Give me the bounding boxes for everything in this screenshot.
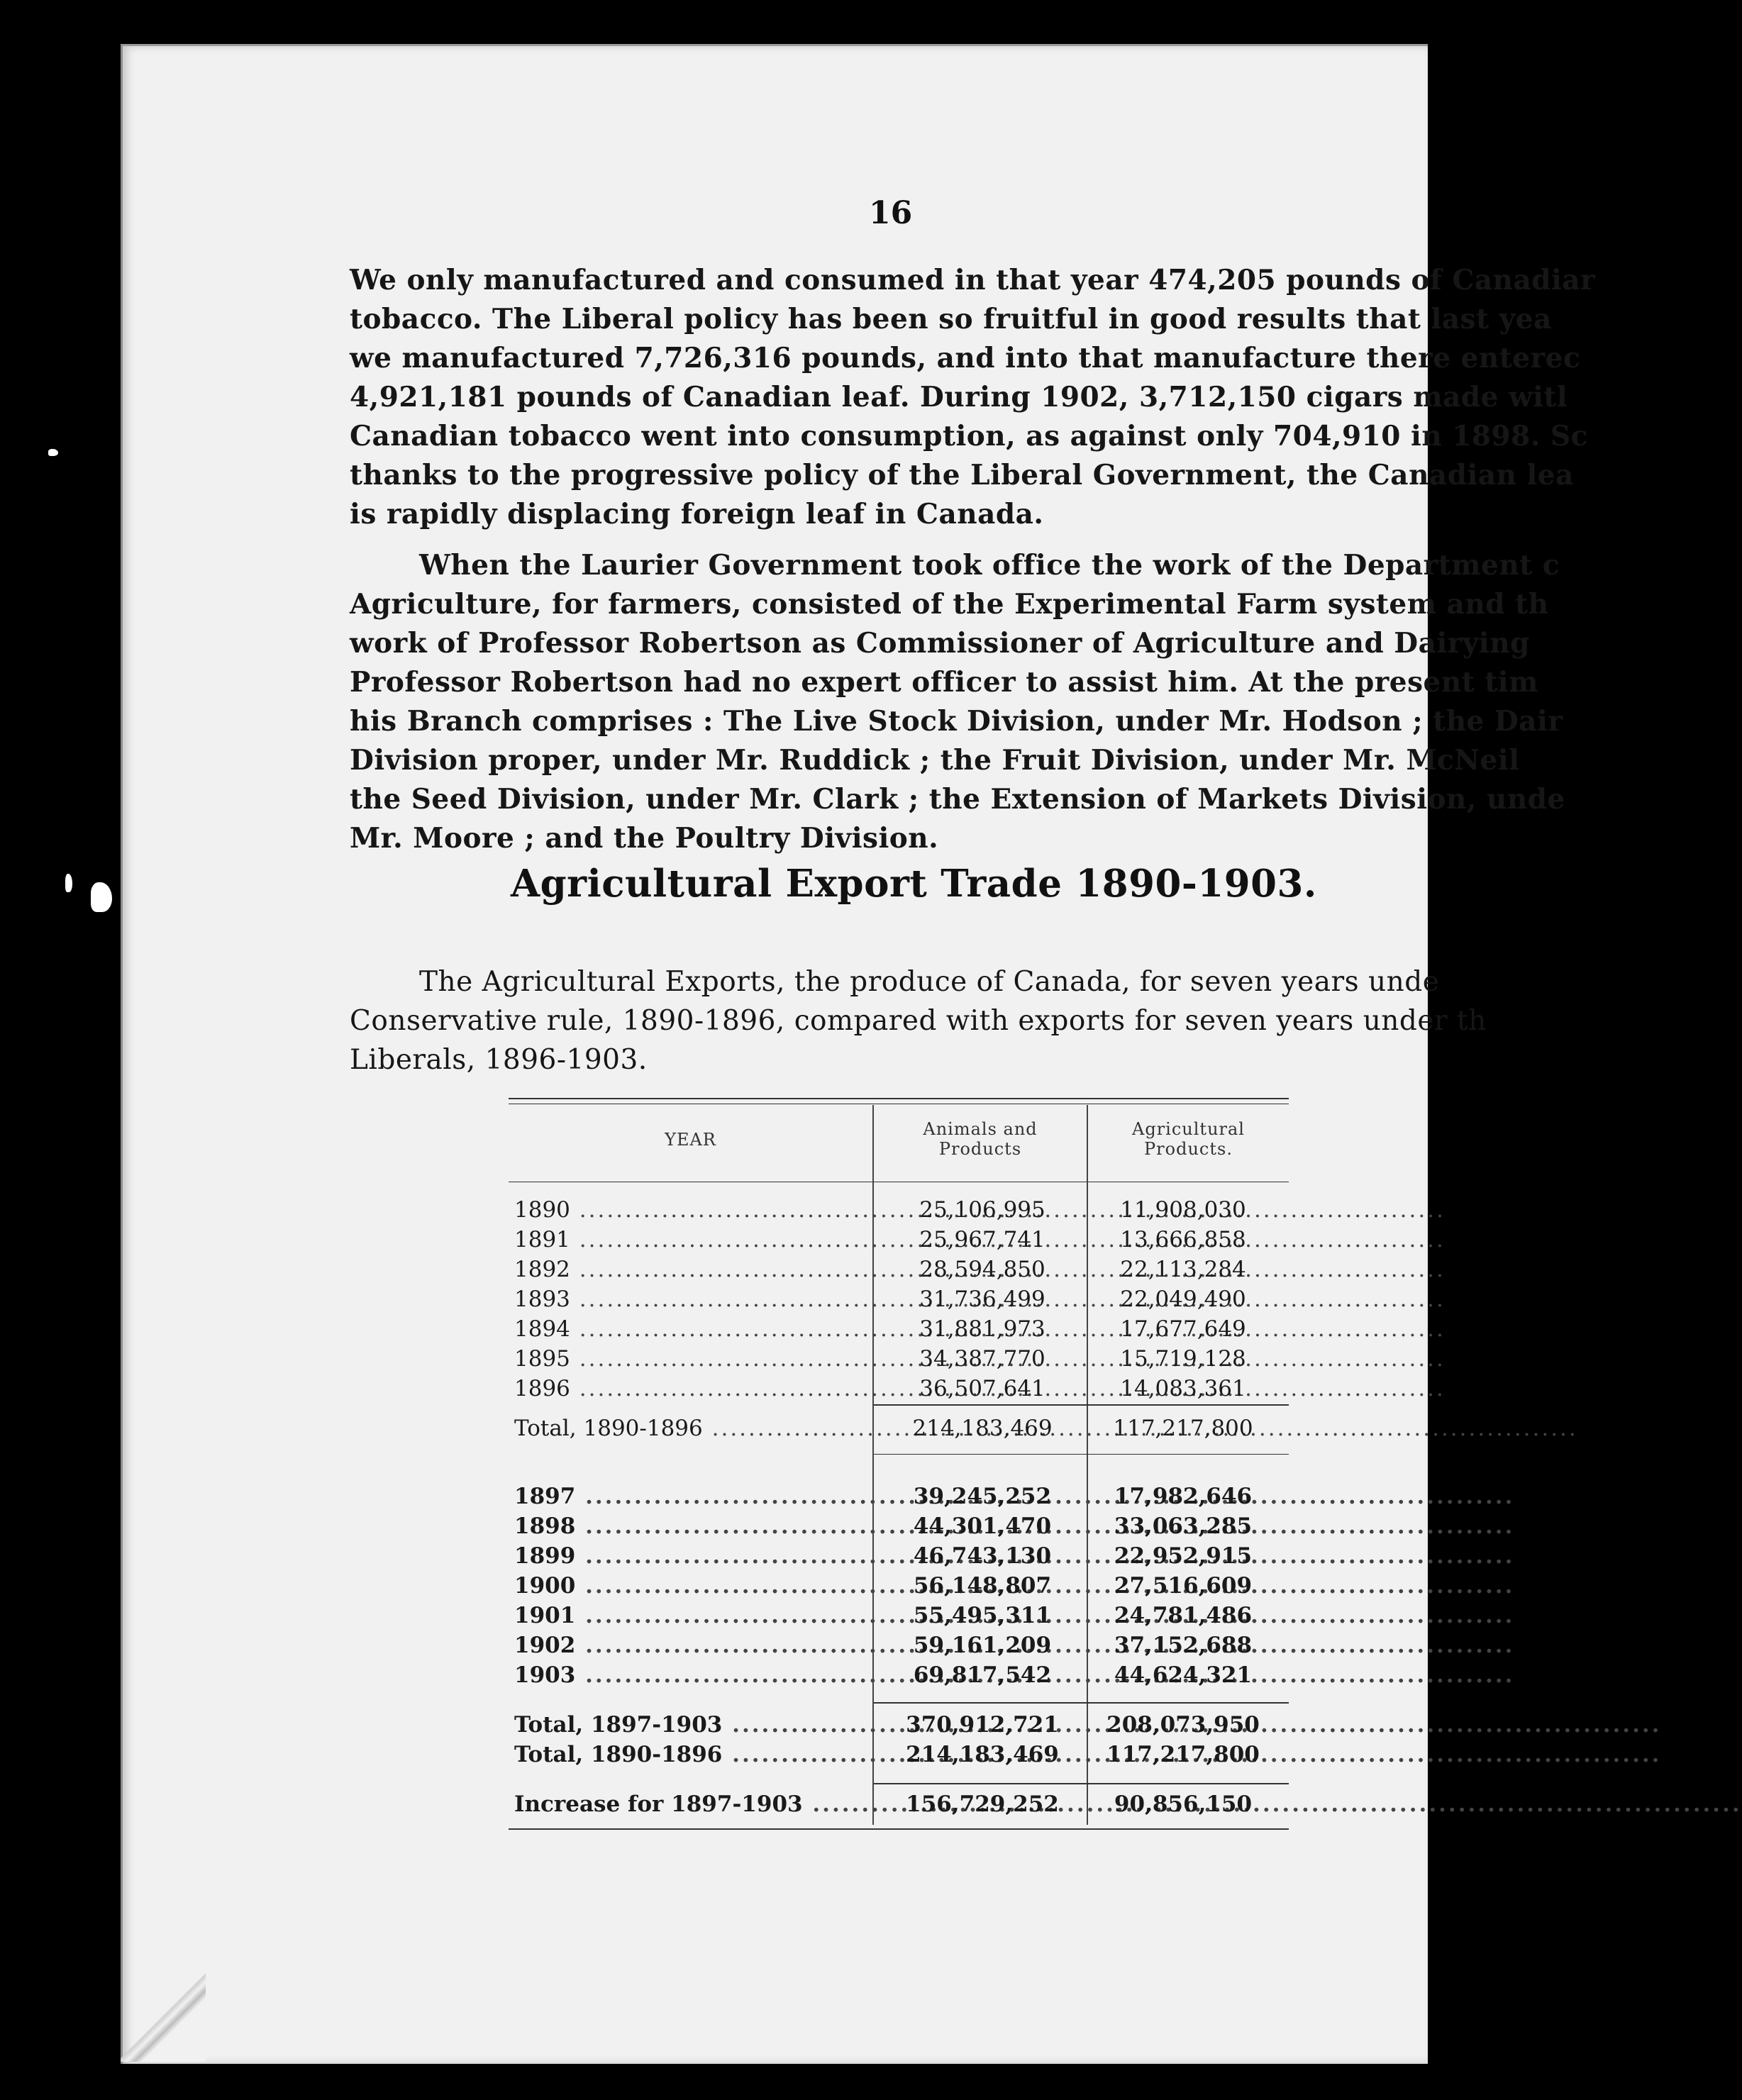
row-animals: 69,817,542 xyxy=(913,1662,1052,1688)
table-row xyxy=(509,1633,1289,1663)
table-row xyxy=(509,1662,1289,1693)
row-year: Total, 1897-1903 ..... xyxy=(514,1712,879,1738)
header-animals-line1: Animals and xyxy=(923,1119,1038,1139)
row-agricultural: 27,516,609 xyxy=(1114,1573,1253,1599)
table-row xyxy=(509,1603,1289,1633)
row-animals: 25,106,995 xyxy=(919,1197,1045,1223)
row-agricultural: 44,624,321 xyxy=(1114,1662,1253,1688)
table-row xyxy=(509,1513,1289,1544)
row-agricultural: 22,113,284 xyxy=(1120,1257,1246,1282)
row-animals: 55,495,311 xyxy=(913,1603,1052,1628)
header-agricultural xyxy=(1088,1119,1289,1159)
row-animals: 46,743,130 xyxy=(913,1543,1052,1569)
row-agricultural: 14,083,361 xyxy=(1120,1376,1246,1401)
export-trade-table xyxy=(509,1098,1289,1835)
scan-speck xyxy=(48,449,58,456)
row-year: 1892 ..... xyxy=(514,1257,879,1282)
table-row xyxy=(509,1376,1289,1406)
paragraph-tobacco xyxy=(350,261,1596,534)
text-line: Agriculture, for farmers, consisted of the Experimental Farm system and th xyxy=(350,588,1549,621)
row-agricultural: 11,908,030 xyxy=(1120,1197,1246,1223)
row-animals: 214,183,469 xyxy=(906,1742,1059,1767)
row-year: 1896 ..... xyxy=(514,1376,879,1401)
row-animals: 56,148,807 xyxy=(913,1573,1052,1599)
row-agricultural: 33,063,285 xyxy=(1114,1513,1253,1539)
row-agricultural: 17,677,649 xyxy=(1120,1316,1246,1342)
paragraph-exports xyxy=(350,962,1487,1079)
subtotal-rule xyxy=(874,1702,1289,1704)
table-row xyxy=(509,1257,1289,1287)
row-animals: 31,881,973 xyxy=(919,1316,1045,1342)
row-animals: 31,736,499 xyxy=(919,1287,1045,1312)
header-year: YEAR xyxy=(665,1130,716,1150)
row-animals: 28,594,850 xyxy=(919,1257,1045,1282)
page-number: 16 xyxy=(869,195,913,231)
scan-speck xyxy=(91,882,112,912)
table-row xyxy=(509,1346,1289,1377)
row-animals: 34,387,770 xyxy=(919,1346,1045,1372)
row-agricultural: 117,217,800 xyxy=(1113,1416,1253,1441)
header-agri-line1: Agricultural xyxy=(1132,1119,1245,1139)
row-animals: 36,507,641 xyxy=(919,1376,1045,1401)
row-year: 1903 ..... xyxy=(514,1662,879,1688)
text-line: the Seed Division, under Mr. Clark ; the Extension of Markets Division, unde xyxy=(350,783,1565,816)
header-animals-line2: Products xyxy=(938,1139,1022,1159)
text-line: is rapidly displacing foreign leaf in Canada. xyxy=(350,498,1044,530)
text-line: Canadian tobacco went into consumption, as against only 704,910 in 1898. Sc xyxy=(350,420,1588,452)
table-row xyxy=(509,1316,1289,1347)
paragraph-department xyxy=(350,546,1565,858)
row-year: 1902 ..... xyxy=(514,1633,879,1658)
row-year: 1890 ..... xyxy=(514,1197,879,1223)
row-agricultural: 117,217,800 xyxy=(1106,1742,1260,1767)
table-row xyxy=(509,1484,1289,1514)
text-line: Professor Robertson had no expert officer to assist him. At the present tim xyxy=(350,666,1538,699)
row-year: 1898 ..... xyxy=(514,1513,879,1539)
text-line: We only manufactured and consumed in that year 474,205 pounds of Canadiar xyxy=(350,264,1596,296)
row-year: 1891 ..... xyxy=(514,1227,879,1252)
row-year: Total, 1890-1896 ..... xyxy=(514,1742,879,1767)
total-row xyxy=(509,1416,1289,1446)
row-agricultural: 90,856,150 xyxy=(1114,1791,1253,1817)
table-row xyxy=(509,1227,1289,1257)
row-agricultural: 22,049,490 xyxy=(1120,1287,1246,1312)
row-agricultural: 13,666,858 xyxy=(1120,1227,1246,1252)
text-line: When the Laurier Government took office the work of the Department c xyxy=(419,549,1560,582)
total-row xyxy=(509,1742,1289,1772)
row-year: 1901 ..... xyxy=(514,1603,879,1628)
table-row xyxy=(509,1573,1289,1604)
total-row xyxy=(509,1712,1289,1743)
subtotal-rule xyxy=(874,1783,1289,1784)
increase-row xyxy=(509,1791,1289,1822)
row-animals: 25,967,741 xyxy=(919,1227,1045,1252)
text-line: Mr. Moore ; and the Poultry Division. xyxy=(350,822,939,855)
header-agri-line2: Products. xyxy=(1144,1139,1233,1159)
text-line: tobacco. The Liberal policy has been so fruitful in good results that last yea xyxy=(350,303,1552,335)
header-animals xyxy=(874,1119,1087,1159)
text-line: Liberals, 1896-1903. xyxy=(350,1044,648,1076)
row-animals: 39,245,252 xyxy=(913,1484,1052,1509)
row-year: 1897 ..... xyxy=(514,1484,879,1509)
row-agricultural: 208,073,950 xyxy=(1106,1712,1260,1738)
row-animals: 44,301,470 xyxy=(913,1513,1052,1539)
row-year: 1893 ..... xyxy=(514,1287,879,1312)
row-agricultural: 24,781,486 xyxy=(1114,1603,1253,1628)
table-row xyxy=(509,1543,1289,1574)
row-year: Increase for 1897-1903 ..... xyxy=(514,1791,879,1817)
text-line: we manufactured 7,726,316 pounds, and into that manufacture there enterec xyxy=(350,342,1581,374)
text-line: The Agricultural Exports, the produce of Canada, for seven years unde xyxy=(419,966,1440,998)
row-year: 1894 ..... xyxy=(514,1316,879,1342)
text-line: Conservative rule, 1890-1896, compared with exports for seven years under th xyxy=(350,1005,1487,1037)
table-bottom-rule xyxy=(509,1828,1289,1830)
row-year: 1900 ..... xyxy=(514,1573,879,1599)
row-agricultural: 15,719,128 xyxy=(1120,1346,1246,1372)
row-year: Total, 1890-1896 ..... xyxy=(514,1416,879,1441)
text-line: his Branch comprises : The Live Stock Division, under Mr. Hodson ; the Dair xyxy=(350,705,1563,738)
row-animals: 156,729,252 xyxy=(906,1791,1059,1817)
row-year: 1895 ..... xyxy=(514,1346,879,1372)
row-animals: 59,161,209 xyxy=(913,1633,1052,1658)
text-line: 4,921,181 pounds of Canadian leaf. During 1902, 3,712,150 cigars made witl xyxy=(350,381,1568,413)
row-agricultural: 22,952,915 xyxy=(1114,1543,1253,1569)
text-line: thanks to the progressive policy of the Liberal Government, the Canadian lea xyxy=(350,459,1574,491)
folded-corner xyxy=(121,1948,206,2062)
scan-speck xyxy=(65,874,72,892)
text-line: work of Professor Robertson as Commissioner of Agriculture and Dairying xyxy=(350,627,1530,660)
table-row xyxy=(509,1197,1289,1228)
table-top-rule xyxy=(509,1098,1289,1099)
table-row xyxy=(509,1287,1289,1317)
row-agricultural: 17,982,646 xyxy=(1114,1484,1253,1509)
row-animals: 370,912,721 xyxy=(906,1712,1059,1738)
section-heading: Agricultural Export Trade 1890-1903. xyxy=(511,862,1317,906)
row-year: 1899 ..... xyxy=(514,1543,879,1569)
row-animals: 214,183,469 xyxy=(912,1416,1053,1441)
row-agricultural: 37,152,688 xyxy=(1114,1633,1253,1658)
text-line: Division proper, under Mr. Ruddick ; the Fruit Division, under Mr. McNeil xyxy=(350,744,1520,777)
subtotal-rule xyxy=(874,1454,1289,1455)
